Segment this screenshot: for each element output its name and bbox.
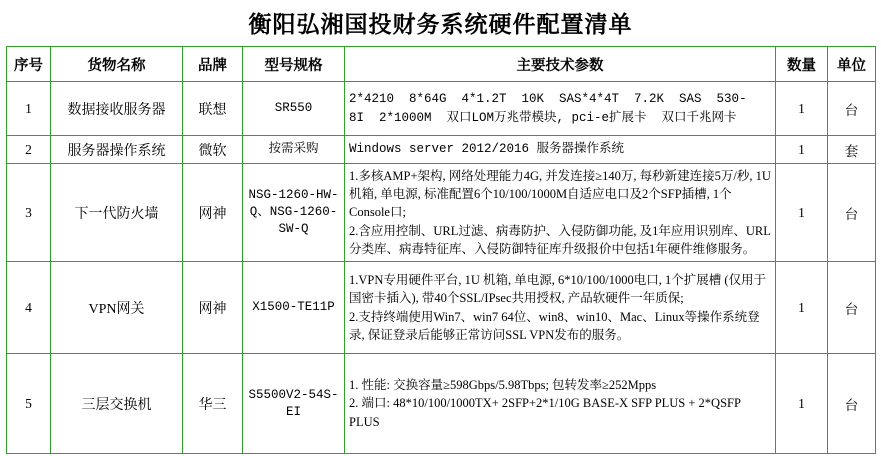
cell-index: 4 xyxy=(7,262,51,354)
column-header-quantity: 数量 xyxy=(776,47,828,82)
column-header-unit: 单位 xyxy=(828,47,876,82)
spec-line: 8I 2*1000M 双口LOM万兆带模块, pci-e扩展卡 双口千兆网卡 xyxy=(349,110,737,125)
cell-brand: 华三 xyxy=(183,354,243,454)
cell-model: X1500-TE11P xyxy=(243,262,345,354)
cell-name: VPN网关 xyxy=(51,262,183,354)
spec-line: 1. 性能: 交换容量≥598Gbps/5.98Tbps; 包转发率≥252Mpps xyxy=(349,378,657,393)
spec-line: 2*4210 8*64G 4*1.2T 10K SAS*4*4T 7.2K SAS 530- xyxy=(349,92,747,107)
cell-brand: 网神 xyxy=(183,262,243,354)
cell-model: 按需采购 xyxy=(243,136,345,164)
hardware-config-table xyxy=(6,46,876,454)
spec-line: 2. 端口: 48*10/100/1000TX+ 2SFP+2*1/10G BASE-X SFP PLUS + 2*QSFP PLUS xyxy=(349,396,744,429)
table-header-row xyxy=(7,47,876,82)
table-row xyxy=(7,262,876,354)
cell-unit: 套 xyxy=(828,136,876,164)
spec-line: 1.多核AMP+架构, 网络处理能力4G, 并发连接≥140万, 每秒新建连接5万/秒, 1U机箱, 单电源, 标准配置6个10/100/1000M自适应电口及2个SFP插槽, 1个Console口; xyxy=(349,169,771,220)
cell-spec xyxy=(345,262,776,354)
page-title: 衡阳弘湘国投财务系统硬件配置清单 xyxy=(248,12,633,37)
spec-line: 2.含应用控制、URL过滤、病毒防护、入侵防御功能, 及1年应用识别库、URL分类库、病毒特征库、入侵防御特征库升级报价中包括1年硬件维修服务。 xyxy=(349,223,771,256)
cell-spec xyxy=(345,82,776,136)
column-header-index: 序号 xyxy=(7,47,51,82)
cell-quantity: 1 xyxy=(776,136,828,164)
cell-quantity: 1 xyxy=(776,164,828,262)
spec-line: Windows server 2012/2016 服务器操作系统 xyxy=(349,142,625,157)
table-body xyxy=(7,82,876,454)
cell-unit: 台 xyxy=(828,82,876,136)
cell-index: 5 xyxy=(7,354,51,454)
cell-name: 数据接收服务器 xyxy=(51,82,183,136)
cell-quantity: 1 xyxy=(776,82,828,136)
spec-line: 1.VPN专用硬件平台, 1U 机箱, 单电源, 6*10/100/1000电口, 1个扩展槽 (仅用于国密卡插入), 带40个SSL/IPsec共用授权, 产品软硬件一年质保; xyxy=(349,273,767,306)
cell-model: S5500V2-54S-EI xyxy=(243,354,345,454)
cell-quantity: 1 xyxy=(776,354,828,454)
column-header-name: 货物名称 xyxy=(51,47,183,82)
table-row xyxy=(7,164,876,262)
cell-name: 下一代防火墙 xyxy=(51,164,183,262)
table-row xyxy=(7,136,876,164)
cell-spec xyxy=(345,136,776,164)
cell-brand: 联想 xyxy=(183,82,243,136)
cell-brand: 网神 xyxy=(183,164,243,262)
cell-unit: 台 xyxy=(828,164,876,262)
cell-unit: 台 xyxy=(828,262,876,354)
column-header-spec: 主要技术参数 xyxy=(345,47,776,82)
cell-index: 1 xyxy=(7,82,51,136)
cell-brand: 微软 xyxy=(183,136,243,164)
column-header-brand: 品牌 xyxy=(183,47,243,82)
cell-quantity: 1 xyxy=(776,262,828,354)
cell-model: NSG-1260-HW-Q、NSG-1260-SW-Q xyxy=(243,164,345,262)
table-row xyxy=(7,82,876,136)
cell-index: 2 xyxy=(7,136,51,164)
table-row xyxy=(7,354,876,454)
cell-name: 服务器操作系统 xyxy=(51,136,183,164)
column-header-model: 型号规格 xyxy=(243,47,345,82)
cell-unit: 台 xyxy=(828,354,876,454)
cell-model: SR550 xyxy=(243,82,345,136)
cell-name: 三层交换机 xyxy=(51,354,183,454)
cell-index: 3 xyxy=(7,164,51,262)
cell-spec xyxy=(345,164,776,262)
spec-line: 2.支持终端使用Win7、win7 64位、win8、win10、Mac、Linux等操作系统登录, 保证登录后能够正常访问SSL VPN发布的服务。 xyxy=(349,309,760,342)
cell-spec xyxy=(345,354,776,454)
